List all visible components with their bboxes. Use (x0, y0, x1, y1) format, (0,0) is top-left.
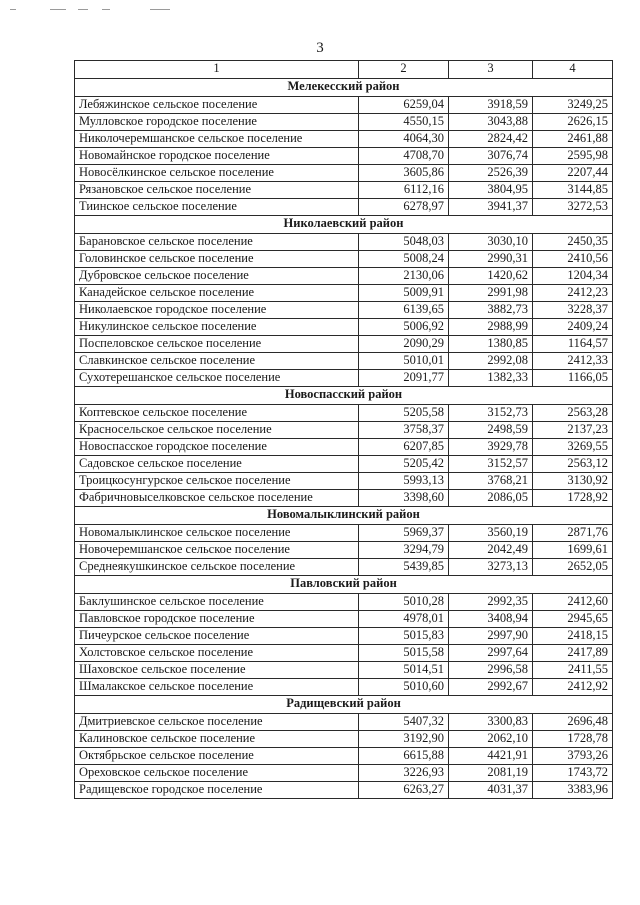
value-cell: 1728,92 (533, 490, 613, 507)
value-cell: 2991,98 (449, 285, 533, 302)
value-cell: 3043,88 (449, 114, 533, 131)
value-cell: 3076,74 (449, 148, 533, 165)
table-row (75, 131, 613, 148)
value-cell: 3130,92 (533, 473, 613, 490)
table-row (75, 714, 613, 731)
table-row (75, 199, 613, 216)
column-header: 3 (449, 61, 533, 79)
settlement-name-cell: Головинское сельское поселение (75, 251, 359, 268)
value-cell: 5969,37 (359, 525, 449, 542)
value-cell: 3273,13 (449, 559, 533, 576)
settlement-name-cell: Фабричновыселковское сельское поселение (75, 490, 359, 507)
value-cell: 3929,78 (449, 439, 533, 456)
settlement-name-cell: Калиновское сельское поселение (75, 731, 359, 748)
value-cell: 2409,24 (533, 319, 613, 336)
settlement-name-cell: Коптевское сельское поселение (75, 405, 359, 422)
value-cell: 3228,37 (533, 302, 613, 319)
settlement-name-cell: Мулловское городское поселение (75, 114, 359, 131)
value-cell: 5006,92 (359, 319, 449, 336)
value-cell: 6263,27 (359, 782, 449, 799)
table-row (75, 645, 613, 662)
value-cell: 4550,15 (359, 114, 449, 131)
value-cell: 5015,58 (359, 645, 449, 662)
table-row (75, 559, 613, 576)
value-cell: 5048,03 (359, 234, 449, 251)
settlement-name-cell: Николочеремшанское сельское поселение (75, 131, 359, 148)
value-cell: 3758,37 (359, 422, 449, 439)
table-row (75, 525, 613, 542)
settlement-name-cell: Троицкосунгурское сельское поселение (75, 473, 359, 490)
value-cell: 5010,28 (359, 594, 449, 611)
value-cell: 3398,60 (359, 490, 449, 507)
value-cell: 2086,05 (449, 490, 533, 507)
value-cell: 5205,58 (359, 405, 449, 422)
settlement-name-cell: Дмитриевское сельское поселение (75, 714, 359, 731)
value-cell: 2412,92 (533, 679, 613, 696)
value-cell: 3152,73 (449, 405, 533, 422)
value-cell: 1382,33 (449, 370, 533, 387)
value-cell: 2988,99 (449, 319, 533, 336)
settlement-name-cell: Канадейское сельское поселение (75, 285, 359, 302)
settlement-name-cell: Новосёлкинское сельское поселение (75, 165, 359, 182)
value-cell: 3144,85 (533, 182, 613, 199)
value-cell: 3804,95 (449, 182, 533, 199)
value-cell: 3605,86 (359, 165, 449, 182)
value-cell: 5009,91 (359, 285, 449, 302)
table-row (75, 405, 613, 422)
value-cell: 2595,98 (533, 148, 613, 165)
table-row (75, 97, 613, 114)
table-row (75, 542, 613, 559)
value-cell: 2526,39 (449, 165, 533, 182)
settlement-name-cell: Новомалыклинское сельское поселение (75, 525, 359, 542)
value-cell: 6207,85 (359, 439, 449, 456)
value-cell: 3882,73 (449, 302, 533, 319)
settlement-name-cell: Холстовское сельское поселение (75, 645, 359, 662)
table-body (75, 79, 613, 799)
value-cell: 3152,57 (449, 456, 533, 473)
value-cell: 3941,37 (449, 199, 533, 216)
value-cell: 1743,72 (533, 765, 613, 782)
district-title: Мелекесский район (75, 79, 613, 97)
column-header: 2 (359, 61, 449, 79)
table-row (75, 748, 613, 765)
table-row (75, 302, 613, 319)
settlement-name-cell: Пичеурское сельское поселение (75, 628, 359, 645)
value-cell: 1164,57 (533, 336, 613, 353)
district-title: Николаевский район (75, 216, 613, 234)
value-cell: 6278,97 (359, 199, 449, 216)
value-cell: 3408,94 (449, 611, 533, 628)
value-cell: 2412,23 (533, 285, 613, 302)
value-cell: 3560,19 (449, 525, 533, 542)
value-cell: 1699,61 (533, 542, 613, 559)
value-cell: 2417,89 (533, 645, 613, 662)
settlement-name-cell: Николаевское городское поселение (75, 302, 359, 319)
table-row (75, 285, 613, 302)
value-cell: 2091,77 (359, 370, 449, 387)
value-cell: 5010,01 (359, 353, 449, 370)
value-cell: 2626,15 (533, 114, 613, 131)
table-row (75, 319, 613, 336)
settlement-name-cell: Октябрьское сельское поселение (75, 748, 359, 765)
district-header-row (75, 576, 613, 594)
table-row (75, 251, 613, 268)
table-row (75, 662, 613, 679)
value-cell: 1204,34 (533, 268, 613, 285)
settlement-name-cell: Сухотерешанское сельское поселение (75, 370, 359, 387)
settlement-name-cell: Среднеякушкинское сельское поселение (75, 559, 359, 576)
district-header-row (75, 696, 613, 714)
value-cell: 2563,28 (533, 405, 613, 422)
value-cell: 2992,35 (449, 594, 533, 611)
value-cell: 2411,55 (533, 662, 613, 679)
value-cell: 2042,49 (449, 542, 533, 559)
table-row (75, 782, 613, 799)
value-cell: 5010,60 (359, 679, 449, 696)
settlement-name-cell: Дубровское сельское поселение (75, 268, 359, 285)
value-cell: 4031,37 (449, 782, 533, 799)
data-table (74, 60, 613, 799)
value-cell: 2990,31 (449, 251, 533, 268)
district-title: Радищевский район (75, 696, 613, 714)
value-cell: 6259,04 (359, 97, 449, 114)
value-cell: 6139,65 (359, 302, 449, 319)
value-cell: 2450,35 (533, 234, 613, 251)
value-cell: 2945,65 (533, 611, 613, 628)
district-title: Новоспасский район (75, 387, 613, 405)
value-cell: 6615,88 (359, 748, 449, 765)
value-cell: 3768,21 (449, 473, 533, 490)
settlement-name-cell: Шаховское сельское поселение (75, 662, 359, 679)
settlement-name-cell: Садовское сельское поселение (75, 456, 359, 473)
value-cell: 4708,70 (359, 148, 449, 165)
table-row (75, 731, 613, 748)
value-cell: 4421,91 (449, 748, 533, 765)
settlement-name-cell: Рязановское сельское поселение (75, 182, 359, 199)
value-cell: 2498,59 (449, 422, 533, 439)
district-title: Павловский район (75, 576, 613, 594)
settlement-name-cell: Ореховское сельское поселение (75, 765, 359, 782)
table-row (75, 628, 613, 645)
value-cell: 5015,83 (359, 628, 449, 645)
value-cell: 2130,06 (359, 268, 449, 285)
settlement-name-cell: Барановское сельское поселение (75, 234, 359, 251)
district-header-row (75, 387, 613, 405)
value-cell: 2997,64 (449, 645, 533, 662)
settlement-name-cell: Новоспасское городское поселение (75, 439, 359, 456)
value-cell: 2137,23 (533, 422, 613, 439)
value-cell: 2563,12 (533, 456, 613, 473)
table-row (75, 336, 613, 353)
value-cell: 3383,96 (533, 782, 613, 799)
value-cell: 5439,85 (359, 559, 449, 576)
settlement-name-cell: Радищевское городское поселение (75, 782, 359, 799)
table-row (75, 268, 613, 285)
value-cell: 3226,93 (359, 765, 449, 782)
scan-marks (10, 6, 180, 16)
table-row (75, 490, 613, 507)
value-cell: 2207,44 (533, 165, 613, 182)
value-cell: 4064,30 (359, 131, 449, 148)
value-cell: 2090,29 (359, 336, 449, 353)
table-row (75, 439, 613, 456)
value-cell: 3918,59 (449, 97, 533, 114)
table-row (75, 148, 613, 165)
value-cell: 2081,19 (449, 765, 533, 782)
value-cell: 2062,10 (449, 731, 533, 748)
settlement-name-cell: Поспеловское сельское поселение (75, 336, 359, 353)
value-cell: 2996,58 (449, 662, 533, 679)
value-cell: 3272,53 (533, 199, 613, 216)
value-cell: 3192,90 (359, 731, 449, 748)
district-header-row (75, 79, 613, 97)
table-row (75, 422, 613, 439)
table-row (75, 353, 613, 370)
value-cell: 2992,67 (449, 679, 533, 696)
value-cell: 5993,13 (359, 473, 449, 490)
value-cell: 2410,56 (533, 251, 613, 268)
value-cell: 3030,10 (449, 234, 533, 251)
table-row (75, 473, 613, 490)
value-cell: 2871,76 (533, 525, 613, 542)
value-cell: 2418,15 (533, 628, 613, 645)
table-row (75, 611, 613, 628)
settlement-name-cell: Новочеремшанское сельское поселение (75, 542, 359, 559)
value-cell: 5205,42 (359, 456, 449, 473)
table-header-row (75, 61, 613, 79)
table-row (75, 679, 613, 696)
column-header: 4 (533, 61, 613, 79)
value-cell: 2412,60 (533, 594, 613, 611)
value-cell: 3249,25 (533, 97, 613, 114)
settlement-name-cell: Новомайнское городское поселение (75, 148, 359, 165)
value-cell: 3269,55 (533, 439, 613, 456)
settlement-name-cell: Тиинское сельское поселение (75, 199, 359, 216)
settlement-name-cell: Красносельское сельское поселение (75, 422, 359, 439)
value-cell: 3300,83 (449, 714, 533, 731)
table-row (75, 370, 613, 387)
table-row (75, 594, 613, 611)
value-cell: 3294,79 (359, 542, 449, 559)
settlement-name-cell: Никулинское сельское поселение (75, 319, 359, 336)
column-header: 1 (75, 61, 359, 79)
value-cell: 2696,48 (533, 714, 613, 731)
district-header-row (75, 216, 613, 234)
value-cell: 4978,01 (359, 611, 449, 628)
value-cell: 2412,33 (533, 353, 613, 370)
settlement-name-cell: Лебяжинское сельское поселение (75, 97, 359, 114)
settlement-name-cell: Баклушинское сельское поселение (75, 594, 359, 611)
district-title: Новомалыклинский район (75, 507, 613, 525)
settlement-name-cell: Славкинское сельское поселение (75, 353, 359, 370)
settlement-name-cell: Павловское городское поселение (75, 611, 359, 628)
table-row (75, 165, 613, 182)
value-cell: 2824,42 (449, 131, 533, 148)
value-cell: 2461,88 (533, 131, 613, 148)
table-row (75, 456, 613, 473)
value-cell: 2992,08 (449, 353, 533, 370)
value-cell: 1420,62 (449, 268, 533, 285)
value-cell: 5008,24 (359, 251, 449, 268)
value-cell: 3793,26 (533, 748, 613, 765)
value-cell: 1380,85 (449, 336, 533, 353)
table-row (75, 114, 613, 131)
value-cell: 1166,05 (533, 370, 613, 387)
table-row (75, 765, 613, 782)
page-number: 3 (316, 40, 324, 56)
value-cell: 1728,78 (533, 731, 613, 748)
settlement-name-cell: Шмалакское сельское поселение (75, 679, 359, 696)
value-cell: 5407,32 (359, 714, 449, 731)
table-row (75, 234, 613, 251)
value-cell: 5014,51 (359, 662, 449, 679)
value-cell: 2652,05 (533, 559, 613, 576)
value-cell: 6112,16 (359, 182, 449, 199)
table-row (75, 182, 613, 199)
value-cell: 2997,90 (449, 628, 533, 645)
district-header-row (75, 507, 613, 525)
